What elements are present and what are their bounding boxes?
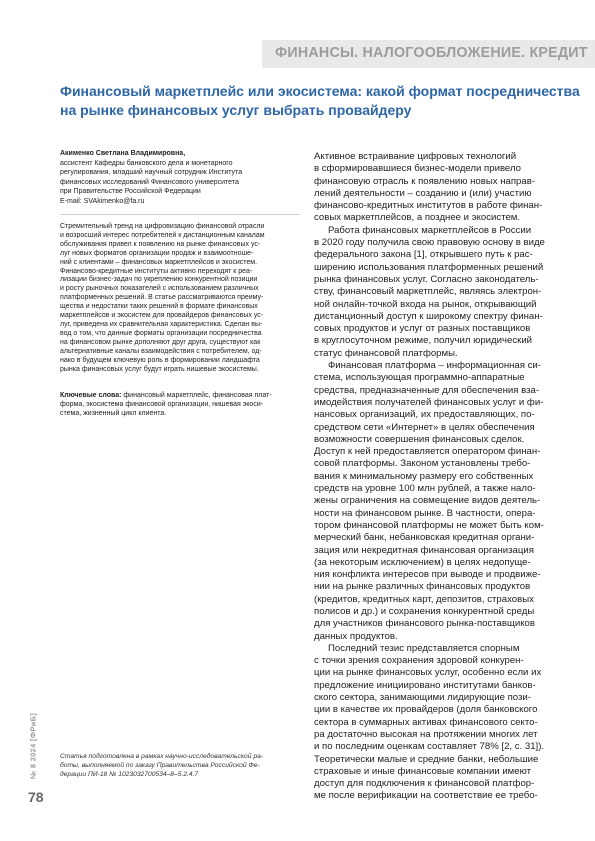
footnote-line: дерации ПИ-18 № 1023032700534–8–5.2.4.7 xyxy=(60,770,199,778)
body-line: совых продуктов и услуг от разных поставщиков xyxy=(314,323,531,335)
abstract-line: щества и недостатки таких решений в формате финансовых xyxy=(60,303,258,311)
author-affiliation-line: при Правительстве Российской Федерации xyxy=(60,188,201,196)
body-line: финансовую отрасль к появлению новых направ- xyxy=(314,175,536,187)
author-affiliation-line: ассистент Кафедры банковского дела и монетарного xyxy=(60,159,233,167)
footnote-line: Статья подготовлена в рамках научно-исследовательской ра- xyxy=(60,753,264,760)
body-line: мерческий банк, небанковская кредитная органи- xyxy=(314,532,535,544)
body-line: ме после верификации на соответствие ее требо- xyxy=(314,790,538,802)
abstract-line: ний с клиентами – финансовых маркетплейсов и экосистем. xyxy=(60,258,258,266)
body-line: нии на рынке различных финансовых продуктов xyxy=(314,581,531,593)
body-line: страховые и иные финансовые компании имеют xyxy=(314,765,531,777)
body-line: Работа финансовых маркетплейсов в России xyxy=(328,224,532,236)
body-line: и по последним оценкам составляет 78% [2, с. 31]). xyxy=(314,741,545,753)
body-line: тором финансовой платформы не может быть ком- xyxy=(314,519,544,531)
body-line: Теоретически малые и средние банки, небольшие xyxy=(314,753,539,765)
body-line: Активное встраивание цифровых технологий xyxy=(314,151,517,162)
body-paragraph xyxy=(314,360,554,643)
author-block xyxy=(60,149,300,207)
body-line: с точки зрения сохранения здоровой конкурен- xyxy=(314,655,524,667)
body-line: ной онлайн-точкой входа на рынок, открывающий xyxy=(314,298,537,310)
body-line: в сформировавшиеся бизнес-модели привело xyxy=(314,163,521,175)
body-paragraph xyxy=(314,151,554,225)
body-line: финансово-кредитных институтов в работе финан- xyxy=(314,200,543,212)
body-line: ского сектора, занимающими лидирующие пози- xyxy=(314,692,531,704)
page-number: 78 xyxy=(28,789,44,805)
body-line: для участников финансового рынка-поставщиков xyxy=(314,618,535,630)
abstract-line: платформенных решений. В статье рассматриваются преиму- xyxy=(60,294,264,302)
body-line: лений деятельности – созданию и (или) участию xyxy=(314,187,532,199)
section-header: ФИНАНСЫ. НАЛОГООБЛОЖЕНИЕ. КРЕДИТ xyxy=(275,45,588,61)
author-name: Акименко Светлана Владимировна, xyxy=(60,150,186,157)
body-line: (кредитов, кредитных карт, депозитов, страховых xyxy=(314,593,534,605)
body-line: стема, использующая программно-аппаратные xyxy=(314,372,525,384)
keywords-line: стема, жизненный цикл клиента. xyxy=(60,409,167,417)
body-line: средства, предназначенные для обеспечения вза- xyxy=(314,384,540,396)
body-line: средств на уровне 100 млн рублей, а также нало- xyxy=(314,483,536,495)
journal-issue: № 8 2024 [ФРиБ] xyxy=(28,712,38,780)
body-line: нансовых организаций, их предоставляющих, по- xyxy=(314,409,535,421)
abstract-line: маркетплейсов и экосистем для провайдеров финансовых ус- xyxy=(60,312,264,320)
body-line: жены ограничения на совмещение видов деятель- xyxy=(314,495,541,507)
body-line: федерального закона [1], открывшего путь к рас- xyxy=(314,249,533,261)
body-line: совой платформы. Законом установлены требо- xyxy=(314,458,531,470)
keywords-line: финансовый маркетплейс, финансовая плат- xyxy=(121,392,272,399)
title-line: на рынке финансовых услуг выбрать провайдеру xyxy=(60,102,412,118)
body-line: ния конфликта интересов при выводе и продвиже- xyxy=(314,569,541,581)
author-affiliation-line: финансовых исследований Финансового университета xyxy=(60,178,239,186)
body-line: (за некоторым исключением) в целях недопуще- xyxy=(314,556,531,568)
abstract xyxy=(60,223,300,374)
body-line: совых маркетплейсов, а позднее и экосистем. xyxy=(314,212,521,224)
body-line: статус финансовой платформы. xyxy=(314,347,458,359)
body-line: сектора в суммарных активах финансового секто- xyxy=(314,716,538,728)
body-paragraph xyxy=(314,225,554,360)
body-line: ра достаточно высокая на протяжении многих лет xyxy=(314,728,538,740)
body-line: предложение инициировано институтами банков- xyxy=(314,679,536,691)
abstract-line: рынка финансовых услуг будут играть нишевые экосистемы. xyxy=(60,365,259,373)
body-line: Финансовая платформа – информационная си- xyxy=(328,360,541,372)
body-line: в 2020 году получила свою правовую основу в виде xyxy=(314,237,545,249)
body-line: данных продуктов. xyxy=(314,630,398,642)
abstract-line: луг новых форматов организации продаж и взаимоотноше- xyxy=(60,249,254,257)
body-line: вания к минимальному размеру его собственных xyxy=(314,470,534,482)
body-line: зация или некредитная финансовая организация xyxy=(314,544,534,556)
abstract-line: и возросший интерес потребителей к дистанционным каналам xyxy=(60,231,265,239)
author-affiliation-line: регулирования, младший научный сотрудник Института xyxy=(60,169,243,177)
body-text xyxy=(314,151,554,803)
body-line: Доступ к ней предоставляется оператором финан- xyxy=(314,446,541,458)
abstract-line: Стремительный тренд на цифровизацию финансовой отрасли xyxy=(60,223,265,230)
body-line: рынка финансовых услуг. Согласно законодатель- xyxy=(314,273,539,285)
body-line: ции на рынке финансовых услуг, особенно если их xyxy=(314,667,542,679)
body-line: дистанционный доступ к широкому спектру финан- xyxy=(314,310,543,322)
article-title xyxy=(60,82,580,120)
keywords-line: форма, экосистема финансовой организации, нишевая экоси- xyxy=(60,400,264,408)
footnote-line: боты, выполняемой по заказу Правительства Российской Фе- xyxy=(60,761,260,769)
body-line: возможности совершения финансовых сделок. xyxy=(314,433,525,445)
abstract-line: лизации бизнес-задач по укреплению конкурентной позиции xyxy=(60,276,258,284)
body-line: в круглосуточном режиме, получил юридический xyxy=(314,335,533,347)
abstract-line: Финансово-кредитные институты активно переходят к реа- xyxy=(60,267,253,275)
keywords xyxy=(60,392,300,419)
abstract-line: и росту рыночных показателей с использованием различных xyxy=(60,285,259,293)
body-line: имодействия получателей финансовых услуг и фи- xyxy=(314,396,544,408)
abstract-line: луг, приведена их сравнительная характеристика. Сделан вы- xyxy=(60,320,263,328)
body-paragraph xyxy=(314,643,554,803)
body-line: средством сети «Интернет» в целях обеспечения xyxy=(314,421,535,433)
body-line: ширению использования платформенных решений xyxy=(314,261,544,273)
abstract-line: вод о том, что данные форматы организации посредничества xyxy=(60,329,262,337)
body-line: ции в качестве их провайдеров (доля банковского xyxy=(314,704,538,716)
abstract-line: нако в будущем ключевую роль в формировании ландшафта xyxy=(60,356,260,364)
abstract-line: альтернативные каналы взаимодействия с потребителем, од- xyxy=(60,347,262,355)
title-line: Финансовый маркетплейс или экосистема: какой формат посредничества xyxy=(60,83,580,99)
body-line: доступ для подключения к финансовой платфор- xyxy=(314,778,535,790)
body-line: Последний тезис представляется спорным xyxy=(328,642,520,654)
abstract-line: обслуживания привел к появлению на рынке финансовых ус- xyxy=(60,240,261,248)
abstract-line: на финансовом рынке дополняют друг друга, существуют как xyxy=(60,338,261,346)
body-line: ности на финансовом рынке. В частности, опера- xyxy=(314,507,536,519)
body-line: ству, финансовый маркетплейс, являясь электрон- xyxy=(314,286,542,298)
body-line: полисов и др.) и сохранения конкурентной среды xyxy=(314,605,535,617)
keywords-label: Ключевые слова: xyxy=(60,392,122,399)
author-email: E-mail: SVAkimenko@fa.ru xyxy=(60,197,145,205)
author-divider xyxy=(60,214,300,215)
funding-footnote xyxy=(60,753,305,780)
